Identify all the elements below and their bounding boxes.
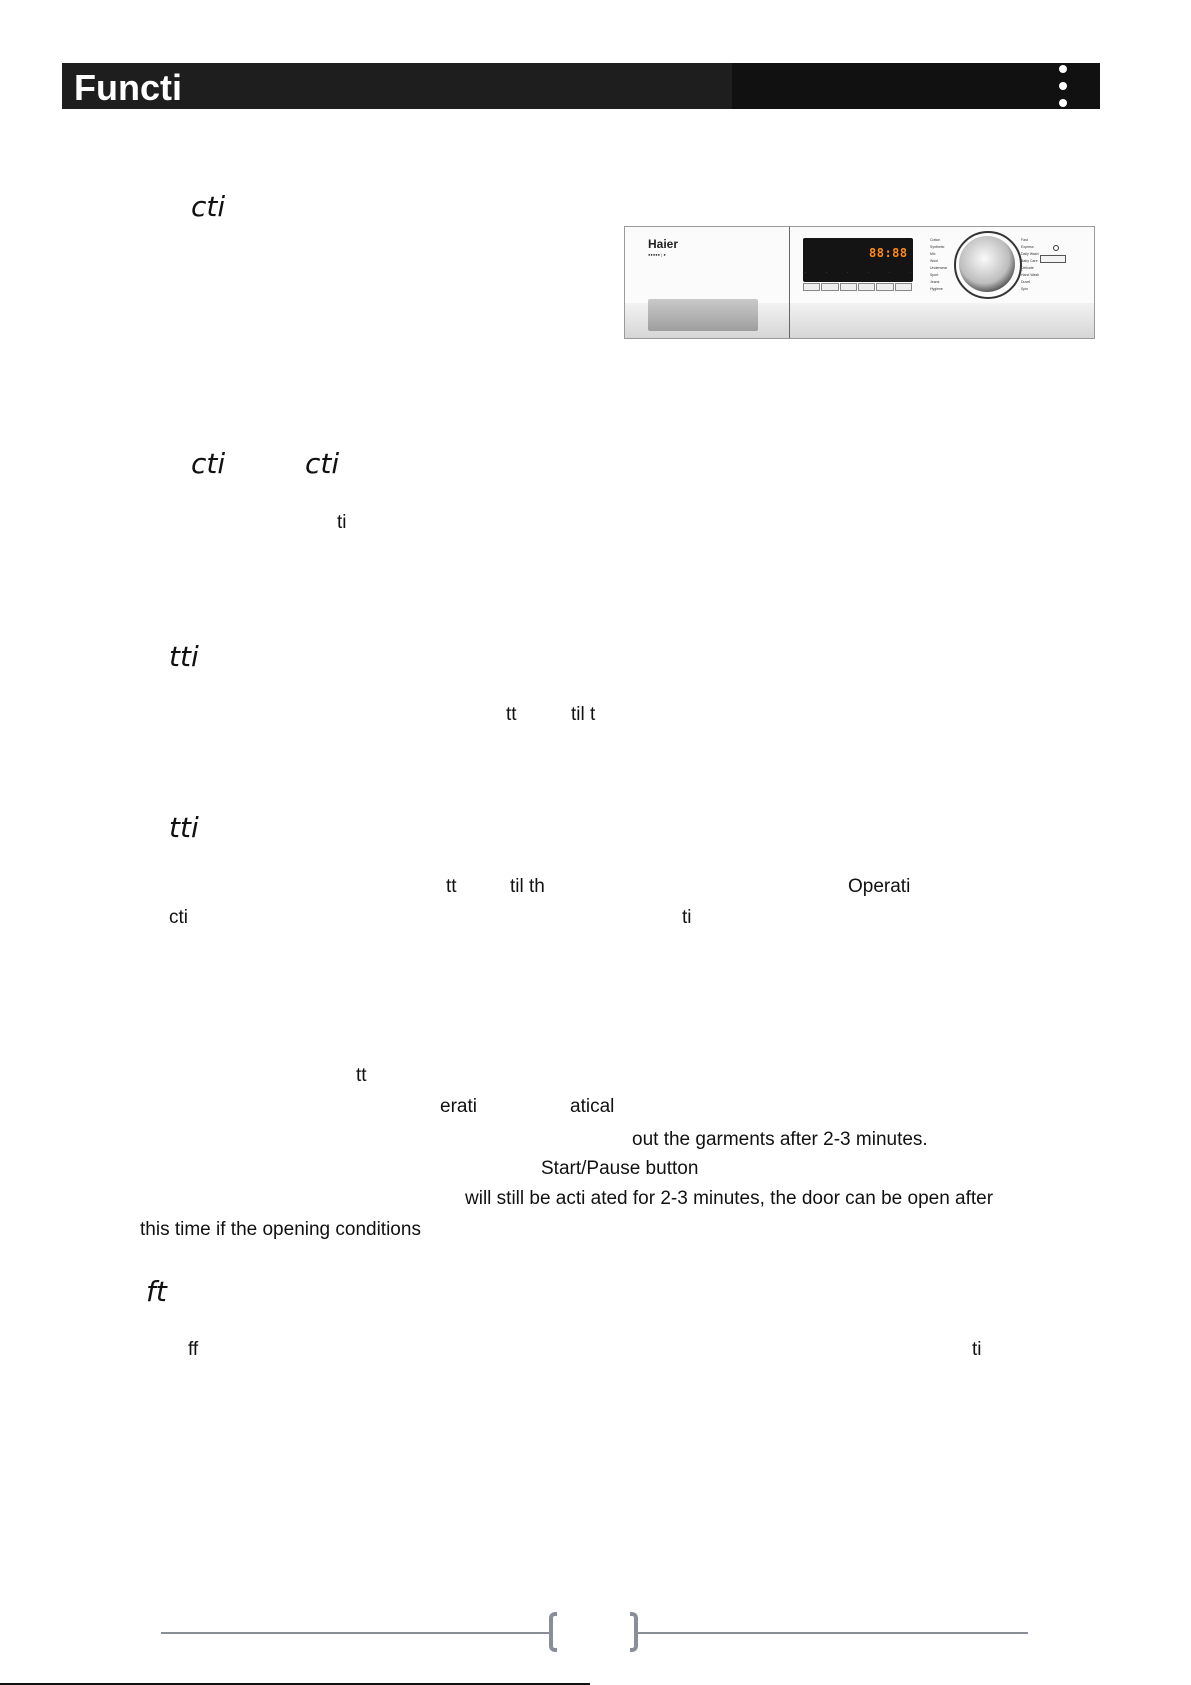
text-fragment: cti — [169, 907, 188, 928]
text-fragment: tt — [356, 1065, 367, 1086]
program-label: Underwear — [930, 266, 948, 270]
brand-subline: ●●●●● | ● — [648, 252, 666, 257]
display-digits: 88:88 — [869, 246, 908, 260]
text-fragment: out the garments after 2-3 minutes. — [632, 1129, 928, 1150]
brand-logo: Haier — [648, 237, 679, 251]
text-fragment: erati — [440, 1096, 477, 1117]
option-buttons-row — [803, 283, 913, 291]
program-label: Hand Wash — [1021, 273, 1040, 277]
heading-fragment-4: tti — [169, 640, 199, 673]
text-fragment: ti — [972, 1339, 982, 1360]
footer-rule-right — [638, 1632, 1028, 1634]
header-dots-icon — [1056, 63, 1070, 109]
text-fragment: this time if the opening conditions — [140, 1219, 421, 1240]
text-fragment: Operati — [848, 876, 911, 897]
panel-divider — [789, 227, 790, 338]
program-label: Daily Wash — [1021, 252, 1039, 256]
text-fragment: will still be acti ated for 2-3 minutes, the door can be open after — [465, 1188, 994, 1209]
display-option-labels: · · · · · · — [805, 271, 911, 275]
program-label: Fast — [1021, 238, 1028, 242]
program-label: Express — [1021, 245, 1034, 249]
text-fragment: ti — [337, 512, 347, 533]
text-fragment: tt — [446, 876, 457, 897]
program-label: Spin — [1021, 287, 1029, 291]
heading-fragment-2: cti — [191, 447, 226, 480]
text-fragment: tt — [506, 704, 517, 725]
text-fragment: til t — [571, 704, 596, 725]
panel-display — [803, 238, 913, 282]
power-icon — [1053, 245, 1059, 251]
text-fragment: til th — [510, 876, 545, 897]
heading-fragment-3: cti — [305, 447, 340, 480]
program-label: Wool — [930, 259, 938, 263]
text-fragment: atical — [570, 1096, 615, 1117]
program-label: Mix — [930, 252, 936, 256]
power-button — [1040, 255, 1066, 263]
page-number-bracket-right — [630, 1612, 638, 1652]
program-label: Hygiene — [930, 287, 943, 291]
heading-fragment-1: cti — [191, 190, 226, 223]
program-label: Jeans — [930, 280, 940, 284]
text-fragment: Start/Pause button — [541, 1158, 699, 1179]
page-number-bracket-left — [549, 1612, 557, 1652]
program-label: Synthetic — [930, 245, 945, 249]
program-knob — [959, 236, 1015, 292]
program-label: Delicate — [1021, 266, 1034, 270]
footer-rule-left — [161, 1632, 549, 1634]
heading-fragment-6: ft — [146, 1275, 167, 1308]
program-label: Baby Care — [1021, 259, 1038, 263]
detergent-drawer — [648, 299, 758, 331]
program-label: Duvet — [1021, 280, 1031, 284]
section-header-bar — [62, 63, 1100, 109]
text-fragment: ff — [188, 1339, 199, 1360]
program-label: Sport — [930, 273, 939, 277]
text-fragment: ti — [682, 907, 692, 928]
section-title: Functi — [74, 67, 182, 108]
heading-fragment-5: tti — [169, 811, 199, 844]
program-label: Cotton — [930, 238, 941, 242]
control-panel-illustration — [624, 226, 1095, 339]
